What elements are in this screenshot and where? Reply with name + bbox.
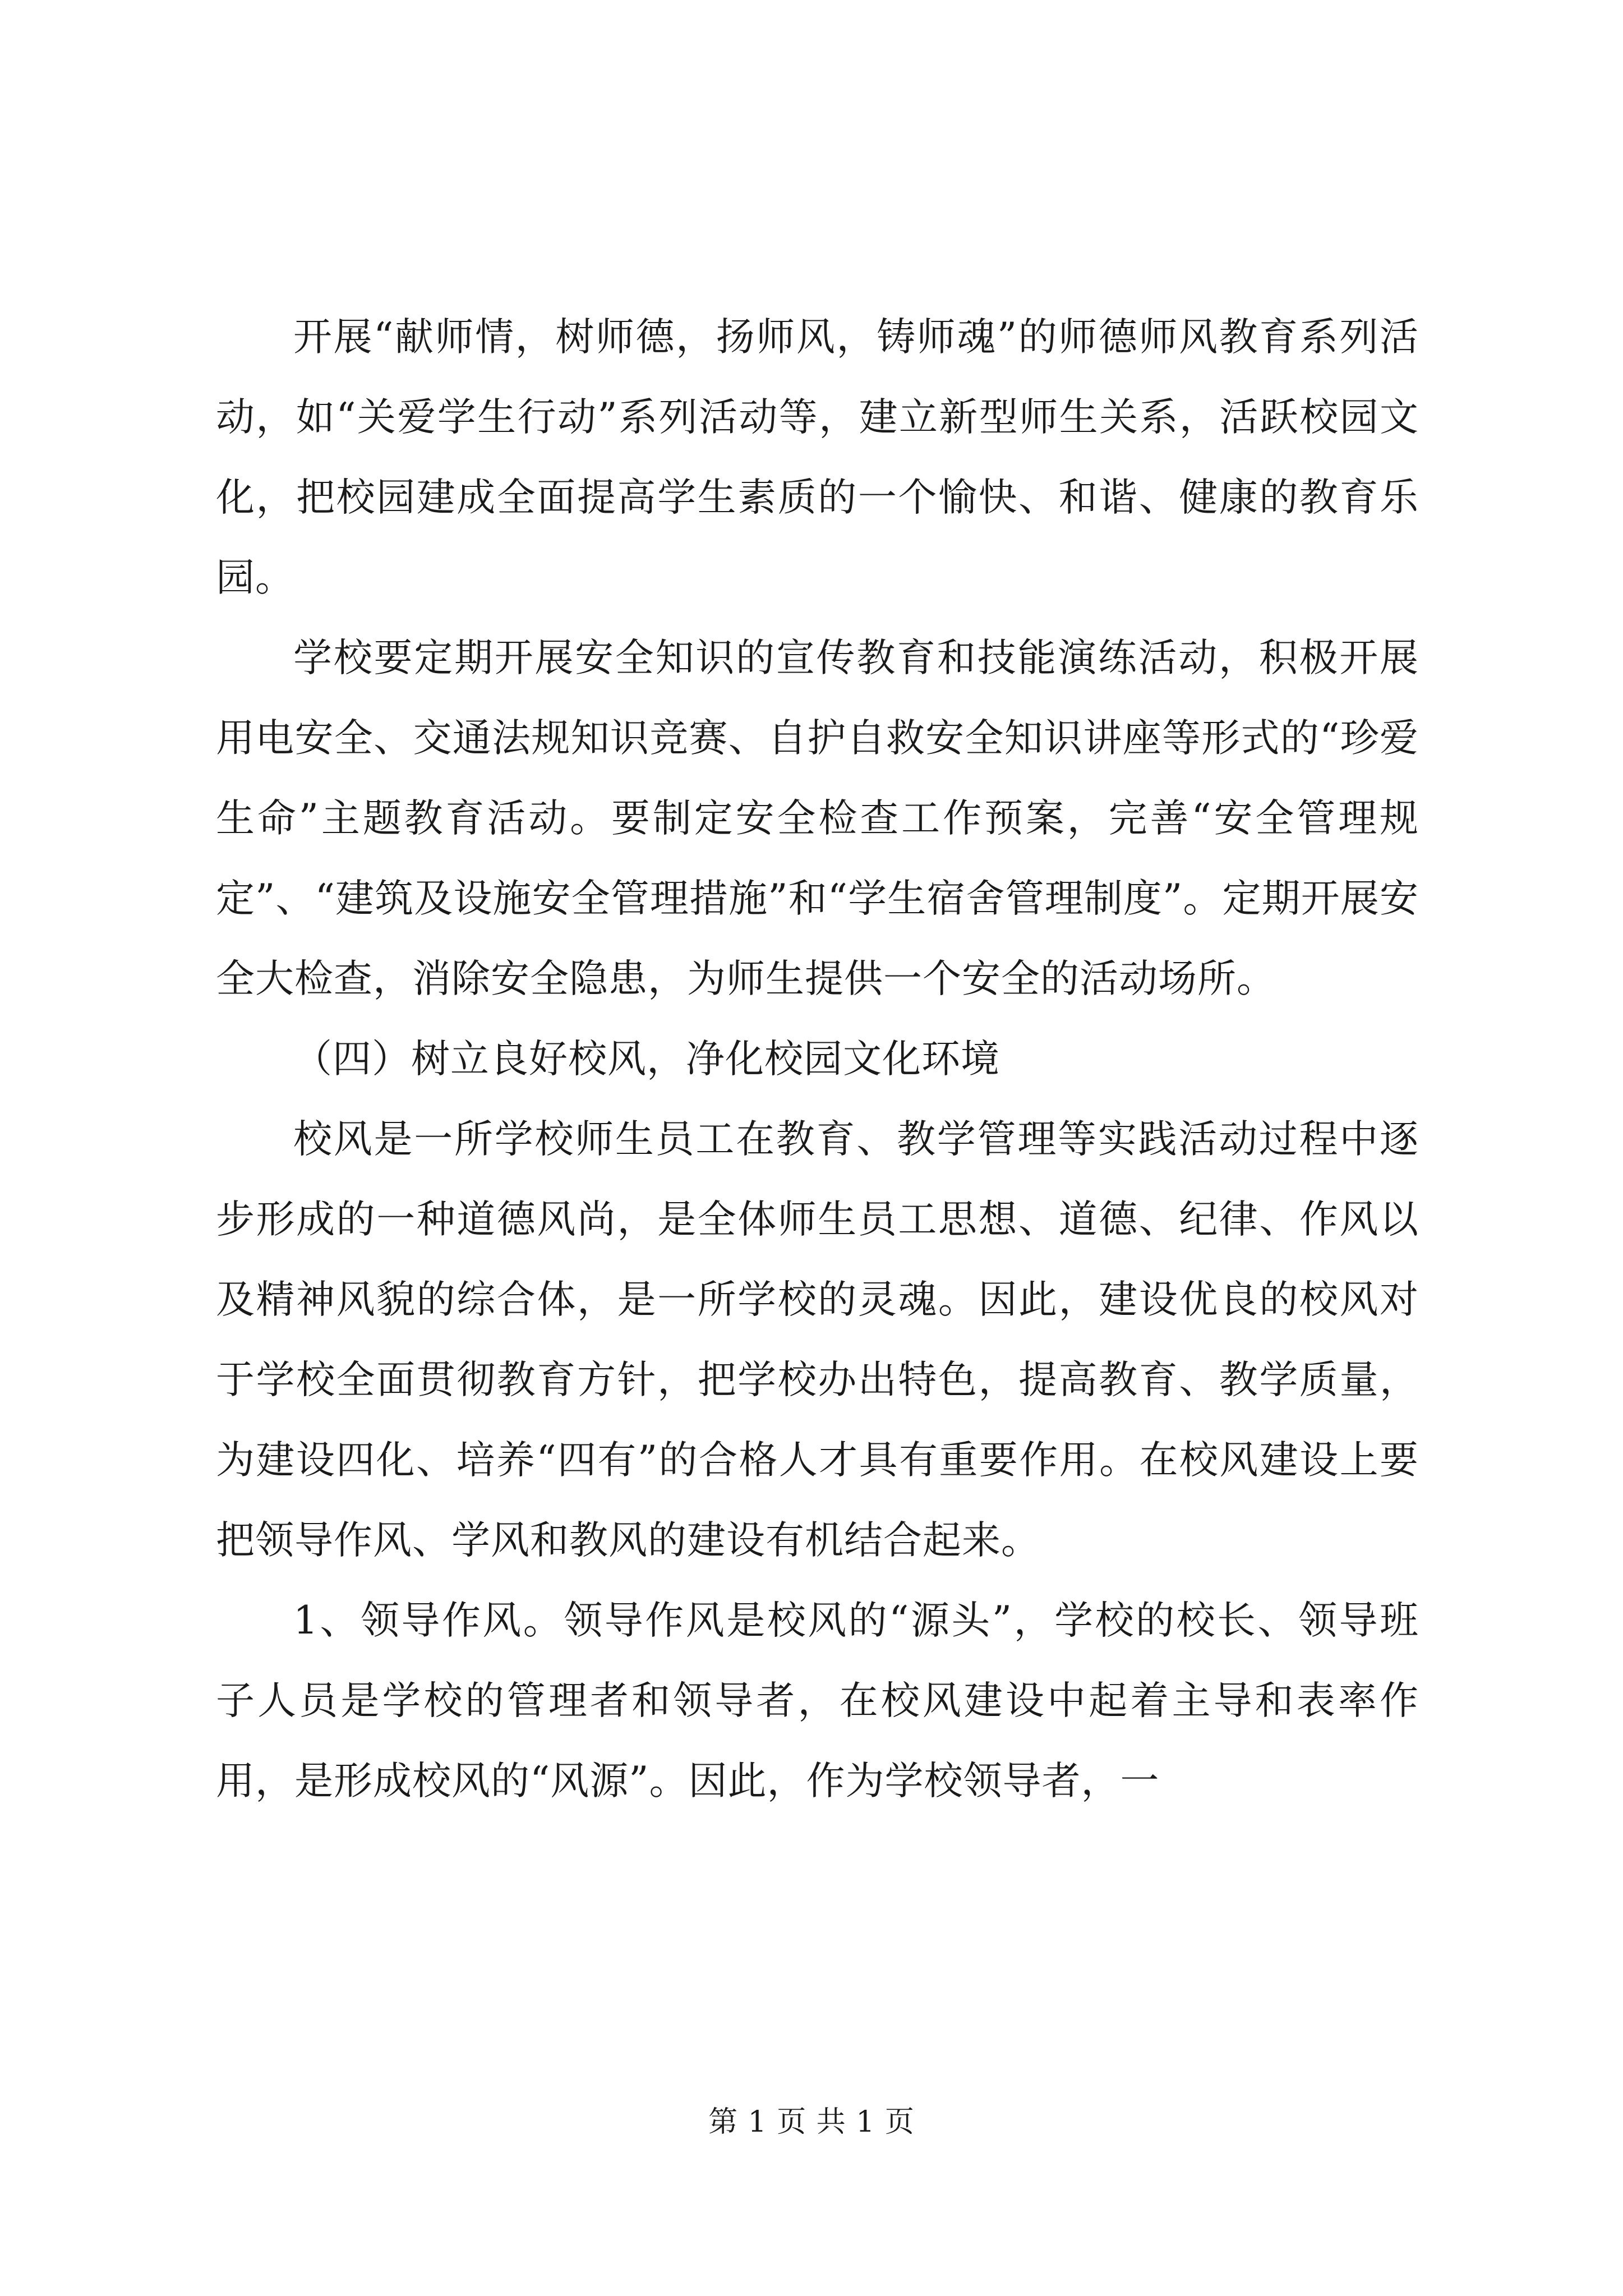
section-heading: （四）树立良好校风，净化校园文化环境 — [293, 1037, 1000, 1082]
paragraph-leadership-style: 1、领导作风。领导作风是校风的“源头”，学校的校长、领导班子人员是学校的管理者和领导者，在校风建设中起着主导和表率作用，是形成校风的“风源”。因此，作为学校领导者，一 — [216, 1598, 1419, 1803]
paragraph-teacher-ethics: 开展“献师情，树师德，扬师风，铸师魂”的师德师风教育系列活动，如“关爱学生行动”系列活动等，建立新型师生关系，活跃校园文化，把校园建成全面提高学生素质的一个愉快、和谐、健康的教育乐园。 — [216, 315, 1419, 600]
document-body — [216, 297, 1419, 1821]
page-number-footer: 第 1 页 共 1 页 — [708, 2105, 915, 2139]
paragraph-school-spirit: 校风是一所学校师生员工在教育、教学管理等实践活动过程中逐步形成的一种道德风尚，是全体师生员工思想、道德、纪律、作风以及精神风貌的综合体，是一所学校的灵魂。因此，建设优良的校风对于学校全面贯彻教育方针，把学校办出特色，提高教育、教学质量，为建设四化、培养“四有”的合格人才具有重要作用。在校风建设上要把领导作风、学风和教风的建设有机结合起来。 — [216, 1117, 1419, 1563]
paragraph-safety-education: 学校要定期开展安全知识的宣传教育和技能演练活动，积极开展用电安全、交通法规知识竞赛、自护自救安全知识讲座等形式的“珍爱生命”主题教育活动。要制定安全检查工作预案，完善“安全管理规定”、“建筑及设施安全管理措施”和“学生宿舍管理制度”。定期开展安全大检查，消除安全隐患，为师生提供一个安全的活动场所。 — [216, 636, 1419, 1001]
